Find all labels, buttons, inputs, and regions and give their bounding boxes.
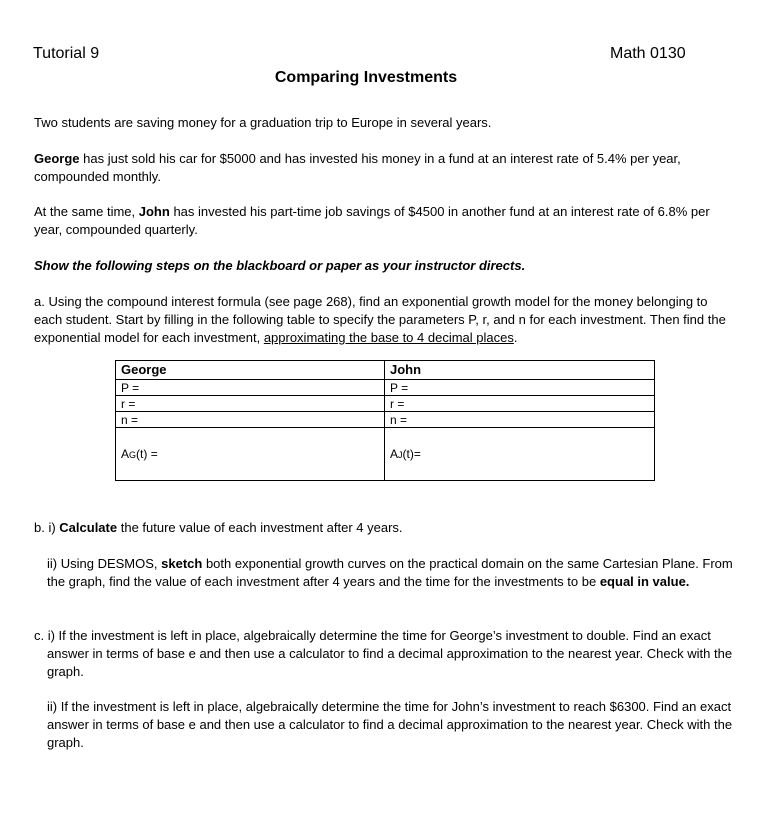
part-a-underlined: approximating the base to 4 decimal places [263,330,514,345]
john-model-cell [385,428,655,481]
george-header: George [116,361,385,380]
parameters-table [115,360,655,481]
part-a-text: a. Using the compound interest formula (see page 268), find an exponential growth model for the money belonging to each student. Start by filling in the following table to specify the parameters P, r, and n for each investment. Then find the exponential model for each investment, [34,294,726,345]
part-b2-text: both exponential growth curves on the practical domain on the same Cartesian Plane. From the graph, find the value of each investment after 4 years and the time for the investments to be [47,556,733,589]
part-b-bold: Calculate [59,520,118,535]
george-n-cell: n = [116,412,385,428]
part-a-paragraph [34,293,739,347]
part-b2-bold-end: equal in value. [599,574,690,589]
table-row [116,428,655,481]
instruction-text: Show the following steps on the blackboard or paper as your instructor directs. [34,258,526,273]
course-label: Math 0130 [610,45,686,62]
george-model-cell [116,428,385,481]
george-p-cell: P = [116,380,385,396]
model-a: A [121,446,130,461]
part-b2-paragraph [47,555,737,591]
part-c1-paragraph [34,627,739,681]
table-header-row [116,361,655,380]
page-title: Comparing Investments [274,69,458,86]
john-text: has invested his part-time job savings of $4500 in another fund at an interest rate of 6.8% per year, compounded quarterly. [34,204,710,237]
part-b-text: the future value of each investment after 4 years. [117,520,403,535]
john-p-cell: P = [385,380,655,396]
part-c2-paragraph: ii) If the investment is left in place, algebraically determine the time for John’s investment to reach $6300. Find an exact answer in terms of base e and then use a calculator to find a decimal approximation to the nearest year. Check with the graph. [47,699,733,750]
table-row [116,396,655,412]
model-subscript: J [398,449,403,460]
john-paragraph [34,203,739,239]
george-text: has just sold his car for $5000 and has invested his money in a fund at an interest rate of 5.4% per year, compounded monthly. [34,151,681,184]
model-rest: (t)= [402,446,421,461]
john-r-cell: r = [385,396,655,412]
tutorial-label: Tutorial 9 [33,45,100,62]
table-row [116,380,655,396]
part-b-paragraph [34,519,739,537]
george-r-cell: r = [116,396,385,412]
john-prefix: At the same time, [34,204,139,219]
part-b2-bold: sketch [161,556,203,571]
table-row [116,412,655,428]
george-name: George [34,151,80,166]
model-a: A [390,446,399,461]
george-paragraph [34,150,739,186]
intro-paragraph: Two students are saving money for a graduation trip to Europe in several years. [34,115,492,130]
john-n-cell: n = [385,412,655,428]
part-a-end: . [513,330,518,345]
john-header: John [385,361,655,380]
model-subscript: G [129,449,137,460]
part-c1-text: c. i) If the investment is left in place, algebraically determine the time for George’s investment to double. Find an exact answer in terms of base e and then use a calculator to find a decimal approximation to the nearest year. Check with the graph. [34,628,733,679]
part-b2-prefix: ii) Using DESMOS, [47,556,162,571]
part-b-label: b. i) [34,520,60,535]
john-name: John [138,204,170,219]
model-rest: (t) = [136,446,158,461]
